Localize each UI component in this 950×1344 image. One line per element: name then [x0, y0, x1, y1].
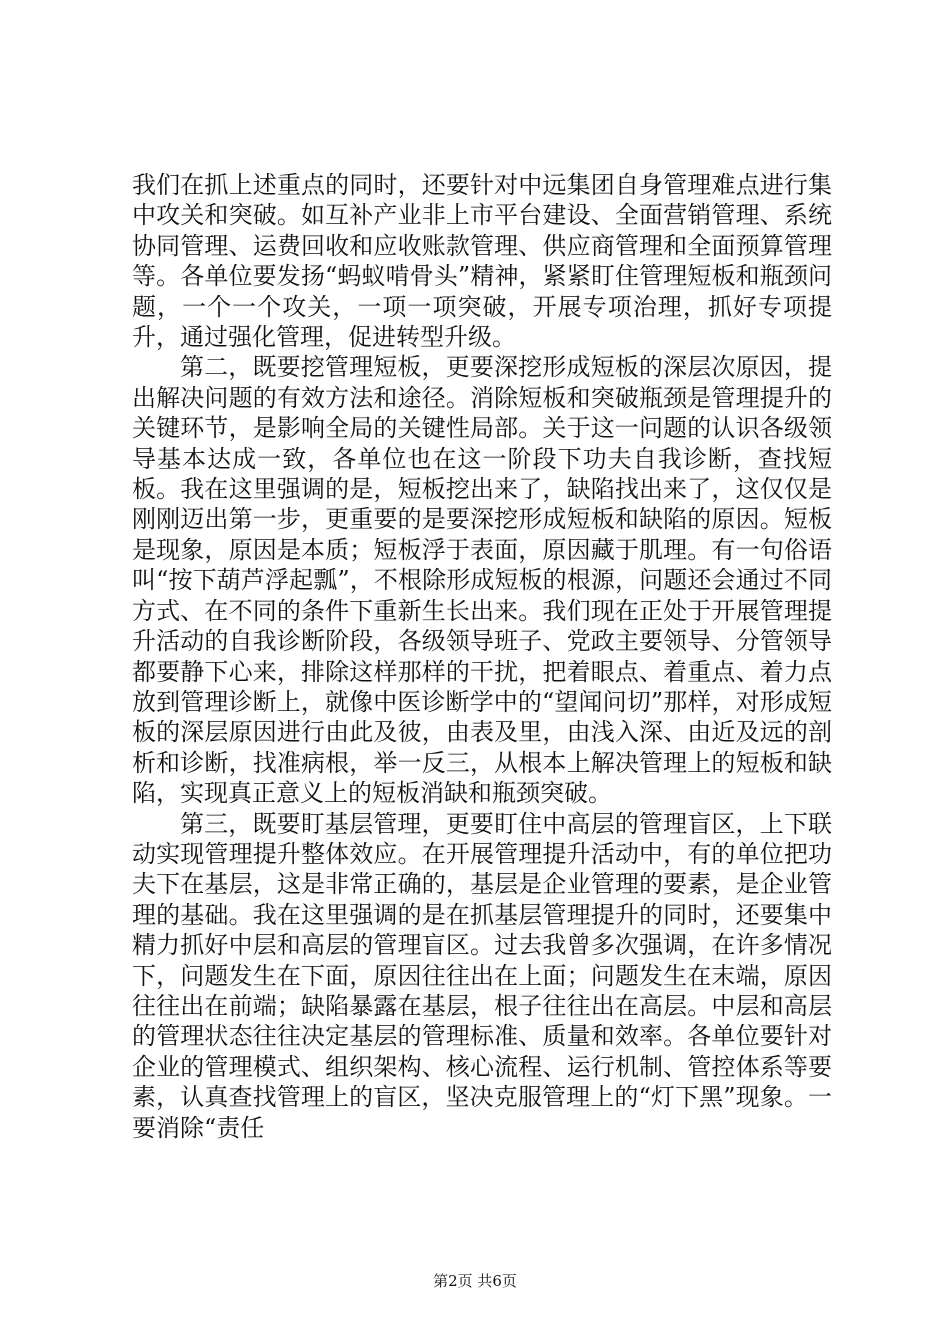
page-number: 第2页 共6页 [433, 1272, 517, 1290]
paragraph-2: 第二，既要挖管理短板，更要深挖形成短板的深层次原因，提出解决问题的有效方法和途径。消除短板和突破瓶颈是管理提升的关键环节，是影响全局的关键性局部。关于这一问题的认识各级领导基本达成一致，各单位也在这一阶段下功夫自我诊断，查找短板。我在这里强调的是，短板挖出来了，缺陷找出来了，这仅仅是刚刚迈出第一步，更重要的是要深挖形成短板和缺陷的原因。短板是现象，原因是本质；短板浮于表面，原因藏于肌理。有一句俗语叫“按下葫芦浮起瓢”，不根除形成短板的根源，问题还会通过不同方式、在不同的条件下重新生长出来。我们现在正处于开展管理提升活动的自我诊断阶段，各级领导班子、党政主要领导、分管领导都要静下心来，排除这样那样的干扰，把着眼点、着重点、着力点放到管理诊断上，就像中医诊断学中的“望闻问切”那样，对形成短板的深层原因进行由此及彼，由表及里，由浅入深、由近及远的剖析和诊断，找准病根，举一反三，从根本上解决管理上的短板和缺陷，实现真正意义上的短板消缺和瓶颈突破。 [132, 353, 832, 808]
page-footer [0, 1270, 950, 1291]
document-body [132, 170, 832, 1143]
paragraph-3: 第三，既要盯基层管理，更要盯住中高层的管理盲区，上下联动实现管理提升整体效应。在开展管理提升活动中，有的单位把功夫下在基层，这是非常正确的，基层是企业管理的要素，是企业管理的基础。我在这里强调的是在抓基层管理提升的同时，还要集中精力抓好中层和高层的管理盲区。过去我曾多次强调，在许多情况下，问题发生在下面，原因往往出在上面；问题发生在末端，原因往往出在前端；缺陷暴露在基层，根子往往出在高层。中层和高层的管理状态往往决定基层的管理标准、质量和效率。各单位要针对企业的管理模式、组织架构、核心流程、运行机制、管控体系等要素，认真查找管理上的盲区，坚决克服管理上的“灯下黑”现象。一要消除“责任 [132, 809, 832, 1142]
paragraph-1: 我们在抓上述重点的同时，还要针对中远集团自身管理难点进行集中攻关和突破。如互补产业非上市平台建设、全面营销管理、系统协同管理、运费回收和应收账款管理、供应商管理和全面预算管理等。各单位要发扬“蚂蚁啃骨头”精神，紧紧盯住管理短板和瓶颈问题，一个一个攻关，一项一项突破，开展专项治理，抓好专项提升，通过强化管理，促进转型升级。 [132, 171, 832, 352]
